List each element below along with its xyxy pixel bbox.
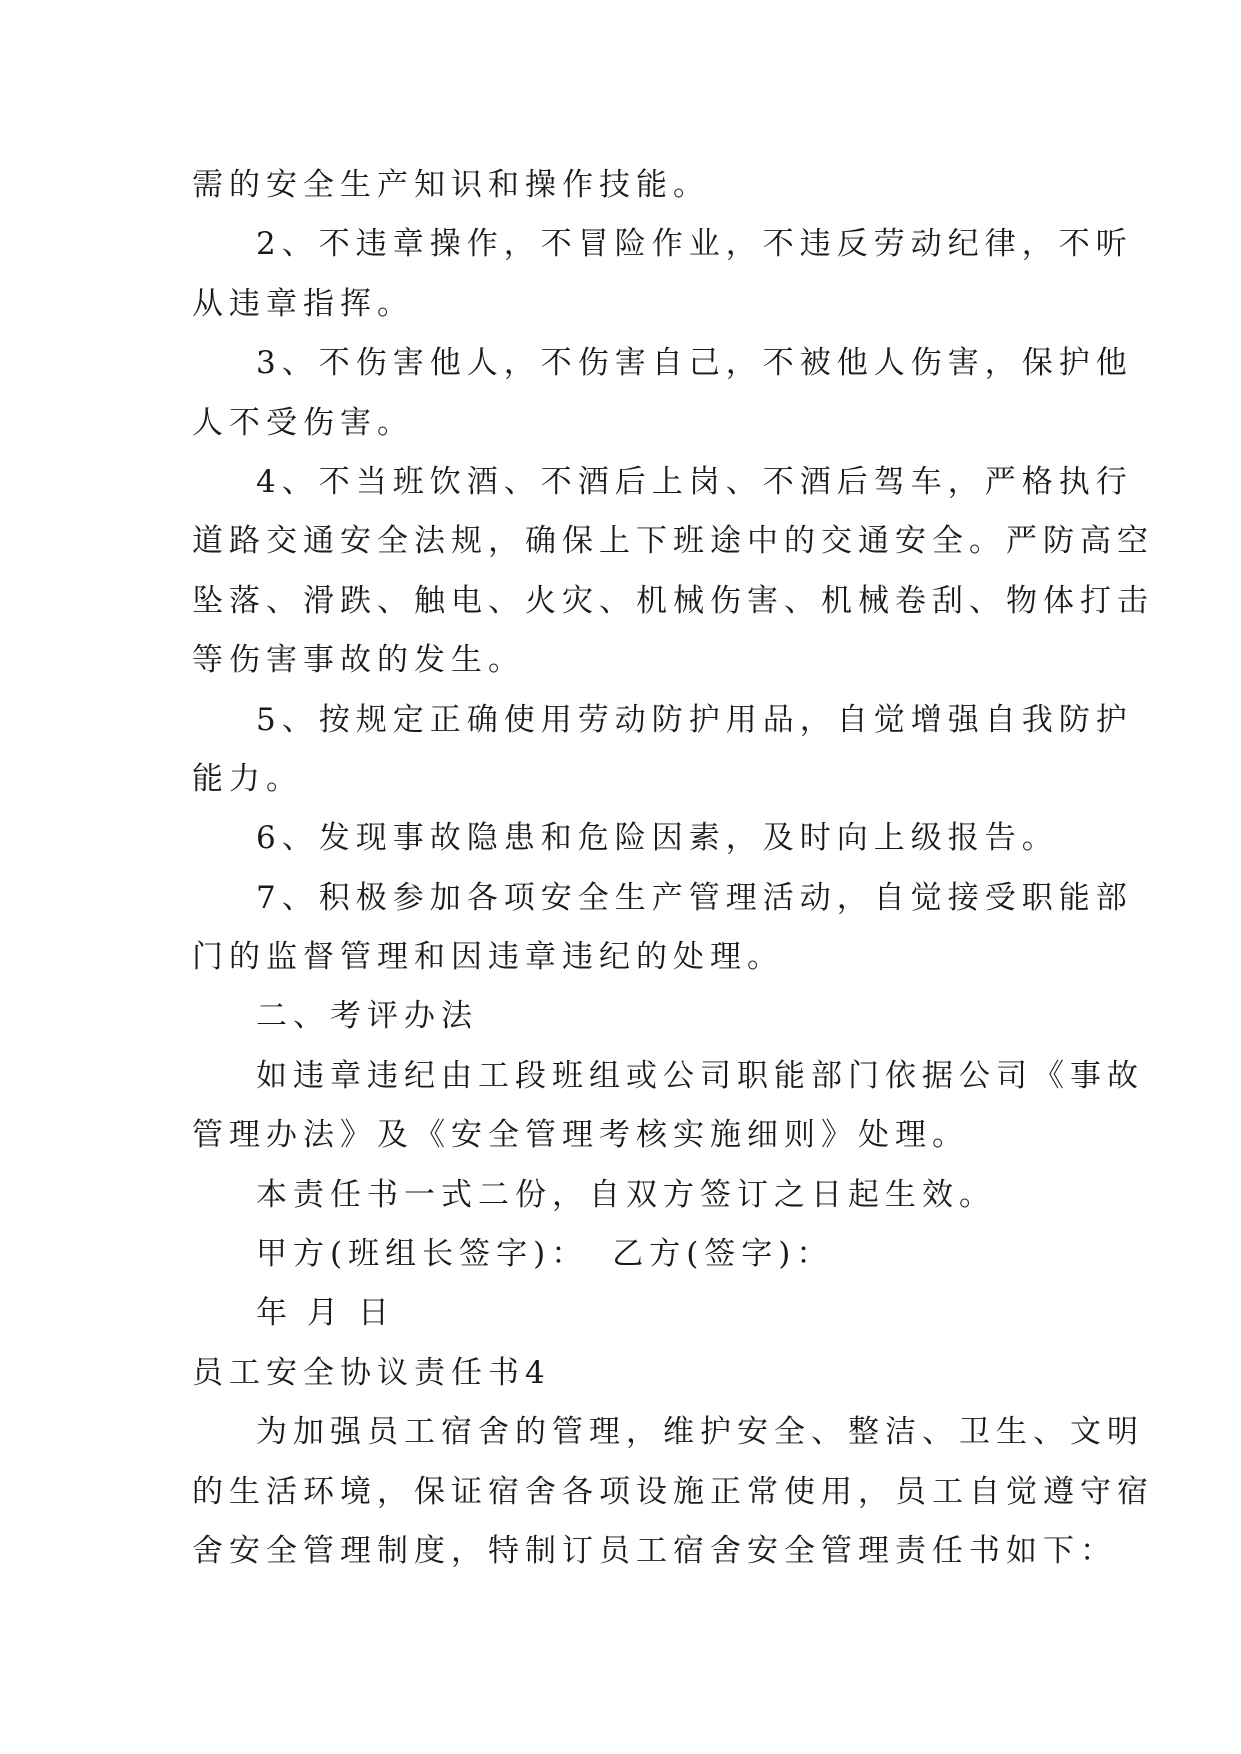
- text-line: 管理办法》及《安全管理考核实施细则》处理。: [192, 1117, 969, 1154]
- text-line: 为加强员工宿舍的管理，维护安全、整洁、卫生、文明: [256, 1414, 1144, 1451]
- text-line: 7、积极参加各项安全生产管理活动，自觉接受职能部: [256, 879, 1133, 916]
- text-line: 舍安全管理制度，特制订员工宿舍安全管理责任书如下：: [192, 1532, 1117, 1569]
- date-line: [192, 1284, 1052, 1343]
- text-line: 需的安全生产知识和操作技能。: [192, 167, 710, 203]
- document-body: [192, 156, 1154, 1225]
- document-body-continued: [192, 1344, 1154, 1582]
- text-line: 如违章违纪由工段班组或公司职能部门依据公司《事故: [256, 1057, 1144, 1094]
- text-line: 员工安全协议责任书4: [192, 1354, 551, 1391]
- party-b-signature-label: 乙方(签字)：: [612, 1236, 834, 1273]
- signature-line: [192, 1225, 1052, 1284]
- document-page: [192, 156, 1154, 1581]
- text-line: 2、不违章操作，不冒险作业，不违反劳动纪律，不听: [256, 226, 1133, 263]
- text-line: 道路交通安全法规，确保上下班途中的交通安全。严防高空: [192, 523, 1154, 560]
- date-month: 月: [307, 1295, 344, 1332]
- text-line: 坠落、滑跌、触电、火灾、机械伤害、机械卷刮、物体打击: [192, 582, 1154, 619]
- text-line: 人不受伤害。: [192, 404, 414, 441]
- date-year: 年: [256, 1295, 293, 1332]
- text-line: 从违章指挥。: [192, 285, 414, 322]
- text-line: 能力。: [192, 760, 303, 797]
- text-line: 二、考评办法: [256, 998, 478, 1035]
- text-line: 6、发现事故隐患和危险因素，及时向上级报告。: [256, 820, 1059, 857]
- date-day: 日: [358, 1295, 395, 1332]
- text-line: 5、按规定正确使用劳动防护用品，自觉增强自我防护: [256, 701, 1133, 738]
- text-line: 4、不当班饮酒、不酒后上岗、不酒后驾车，严格执行: [256, 463, 1133, 500]
- text-line: 3、不伤害他人，不伤害自己，不被他人伤害，保护他: [256, 345, 1133, 382]
- text-line: 等伤害事故的发生。: [192, 642, 525, 679]
- text-line: 的生活环境，保证宿舍各项设施正常使用，员工自觉遵守宿: [192, 1473, 1154, 1510]
- party-a-signature-label: 甲方(班组长签字)：: [256, 1236, 589, 1273]
- text-line: 门的监督管理和因违章违纪的处理。: [192, 939, 784, 976]
- text-line: 本责任书一式二份，自双方签订之日起生效。: [256, 1176, 996, 1213]
